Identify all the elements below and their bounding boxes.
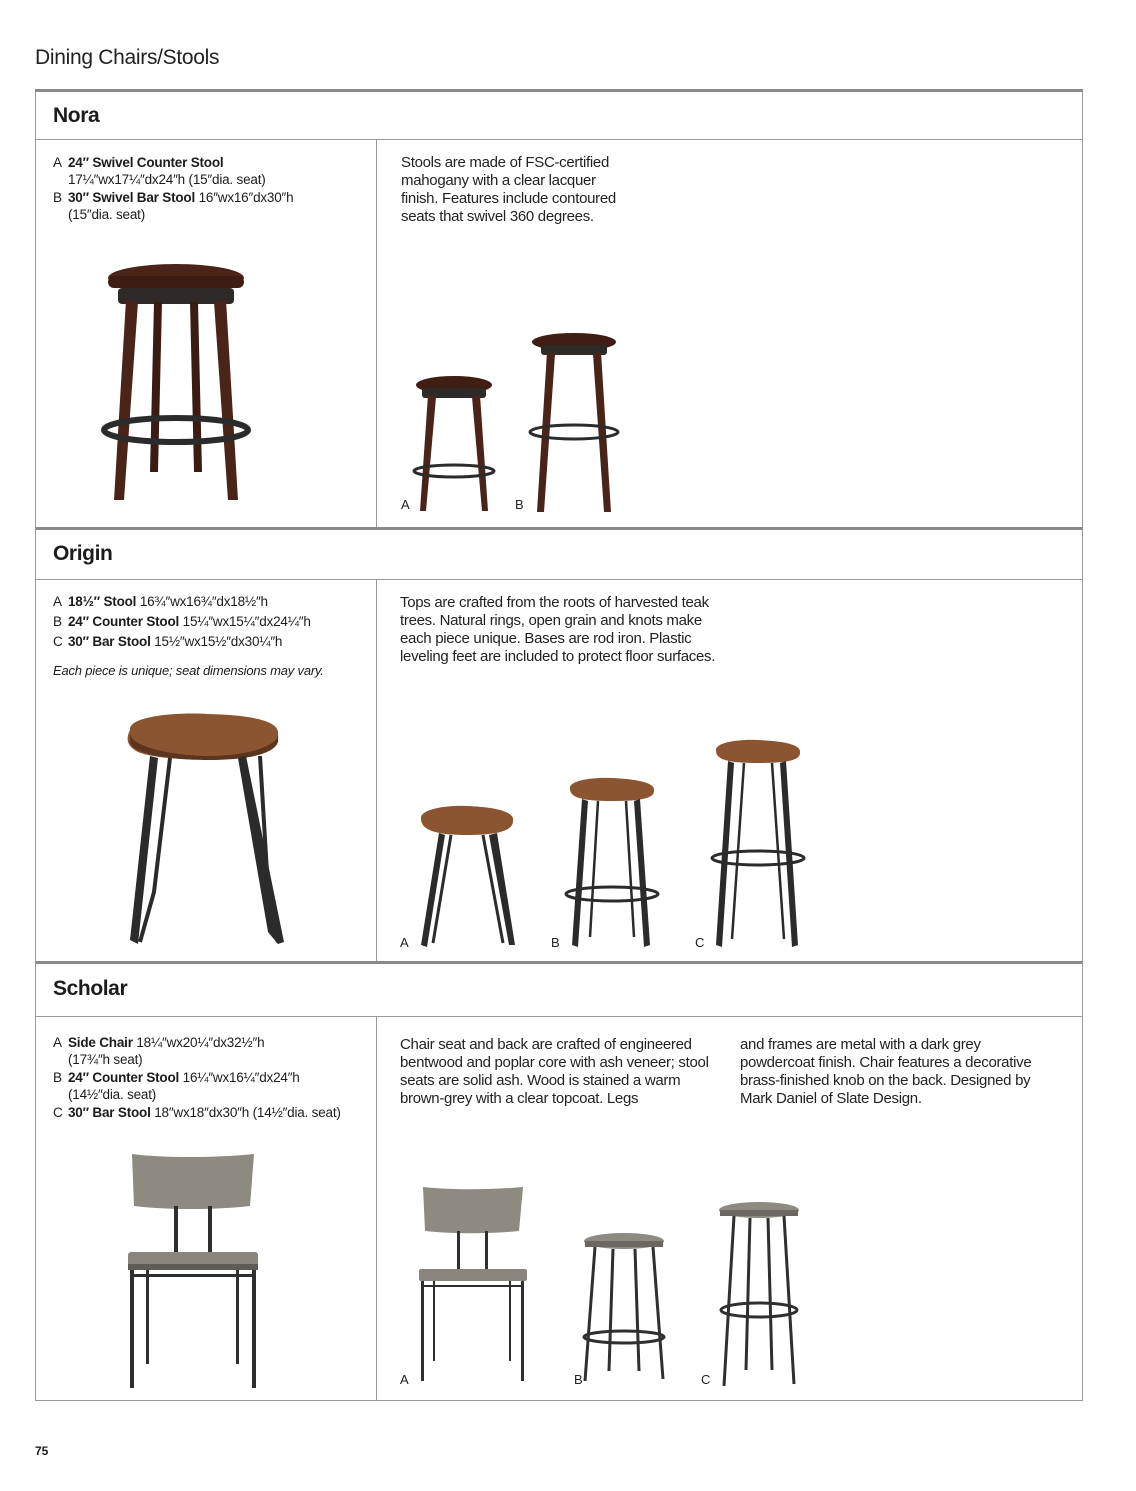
spec-item — [53, 1034, 288, 1068]
spec-list — [53, 1034, 368, 1122]
item-letter: A — [53, 155, 62, 170]
photo-label: A — [400, 1372, 409, 1387]
page-number: 75 — [35, 1444, 49, 1458]
spec-item — [53, 1069, 308, 1103]
item-name: 30″ Swivel Bar Stool — [68, 190, 196, 205]
scholar-side-chair-photo — [417, 1185, 529, 1385]
description-column — [377, 580, 1082, 964]
photo-label: C — [701, 1372, 711, 1387]
spec-column — [36, 580, 377, 964]
photo-label: A — [400, 935, 409, 950]
origin-stool-photo — [417, 805, 517, 950]
item-name: 24″ Counter Stool — [68, 1070, 180, 1085]
section-nora — [35, 89, 1083, 529]
item-letter: A — [53, 594, 62, 609]
spec-column — [36, 140, 377, 529]
section-header — [36, 92, 1082, 140]
section-body — [36, 580, 1082, 964]
section-header — [36, 530, 1082, 580]
item-letter: C — [53, 1105, 63, 1120]
photo-label: B — [551, 935, 560, 950]
origin-counter-stool-photo — [564, 777, 660, 950]
item-letter: B — [53, 190, 62, 205]
spec-item — [53, 154, 308, 188]
scholar-counter-stool-photo — [579, 1231, 669, 1383]
spec-column — [36, 1017, 377, 1401]
section-origin — [35, 527, 1083, 964]
bottom-rule — [35, 1400, 1083, 1401]
spec-item — [53, 613, 324, 630]
item-dims: 16¼″wx16¼″dx24″h (14½″dia. seat) — [68, 1070, 300, 1102]
item-dims: 16¾″wx16¾″dx18½″h — [139, 594, 268, 609]
scholar-side-chair-large-photo — [124, 1152, 264, 1392]
spec-item — [53, 189, 308, 223]
item-letter: B — [53, 1070, 62, 1085]
item-letter: C — [53, 634, 63, 649]
photo-label: B — [574, 1372, 583, 1387]
description-col2: and frames are metal with a dark grey powdercoat finish. Chair features a decorative brass-finished knob on the back. Designed by Mark Daniel of Slate Design. — [740, 1036, 1032, 1107]
item-dims: 18¼″wx20¼″dx32½″h (17¾″h seat) — [68, 1035, 265, 1067]
section-body — [36, 1017, 1082, 1401]
spec-item — [53, 593, 324, 610]
item-name: 24″ Swivel Counter Stool — [68, 155, 224, 170]
origin-bar-stool-photo — [710, 739, 810, 951]
description-column — [377, 140, 1082, 529]
item-dims: 18″wx18″dx30″h (14½″dia. seat) — [154, 1105, 341, 1120]
description: Tops are crafted from the roots of harvested teak trees. Natural rings, open grain and knots make each piece unique. Bases are rod iron. Plastic leveling feet are included to protect floor surfaces. — [400, 594, 716, 665]
item-letter: B — [53, 614, 62, 629]
spec-list — [53, 593, 324, 679]
spec-item — [53, 1104, 368, 1121]
nora-bar-stool-photo — [527, 332, 622, 517]
description-column — [377, 1017, 1082, 1401]
scholar-bar-stool-photo — [714, 1200, 804, 1388]
description: Stools are made of FSC-certified mahogany with a clear lacquer finish. Features include contoured seats that swivel 360 degrees. — [401, 154, 616, 225]
item-name: 24″ Counter Stool — [68, 614, 180, 629]
nora-counter-stool-photo — [412, 375, 497, 515]
spec-list — [53, 154, 308, 224]
section-scholar — [35, 961, 1083, 1401]
item-name: Side Chair — [68, 1035, 133, 1050]
section-title: Origin — [53, 542, 113, 565]
item-letter: A — [53, 1035, 62, 1050]
photo-label: C — [695, 935, 705, 950]
description-col1: Chair seat and back are crafted of engineered bentwood and poplar core with ash veneer; stool seats are solid ash. Wood is stained a warm brown-grey with a clear topcoat. Legs — [400, 1036, 709, 1107]
section-title: Nora — [53, 104, 100, 127]
photo-label: A — [401, 497, 410, 512]
item-name: 18½″ Stool — [68, 594, 137, 609]
item-name: 30″ Bar Stool — [68, 1105, 151, 1120]
item-dims: 15¼″wx15¼″dx24¼″h — [182, 614, 311, 629]
spec-item — [53, 633, 324, 650]
section-body — [36, 140, 1082, 529]
nora-stool-large-photo — [96, 262, 256, 512]
section-title: Scholar — [53, 977, 128, 1000]
page-title: Dining Chairs/Stools — [35, 46, 220, 69]
item-dims: 16″wx16″dx30″h (15″dia. seat) — [68, 190, 294, 222]
item-name: 30″ Bar Stool — [68, 634, 151, 649]
section-header — [36, 964, 1082, 1017]
spec-note: Each piece is unique; seat dimensions may vary. — [53, 663, 324, 678]
item-dims: 17¼″wx17¼″dx24″h (15″dia. seat) — [68, 172, 266, 187]
origin-stool-large-photo — [118, 712, 288, 952]
item-dims: 15½″wx15½″dx30¼″h — [154, 634, 283, 649]
photo-label: B — [515, 497, 524, 512]
